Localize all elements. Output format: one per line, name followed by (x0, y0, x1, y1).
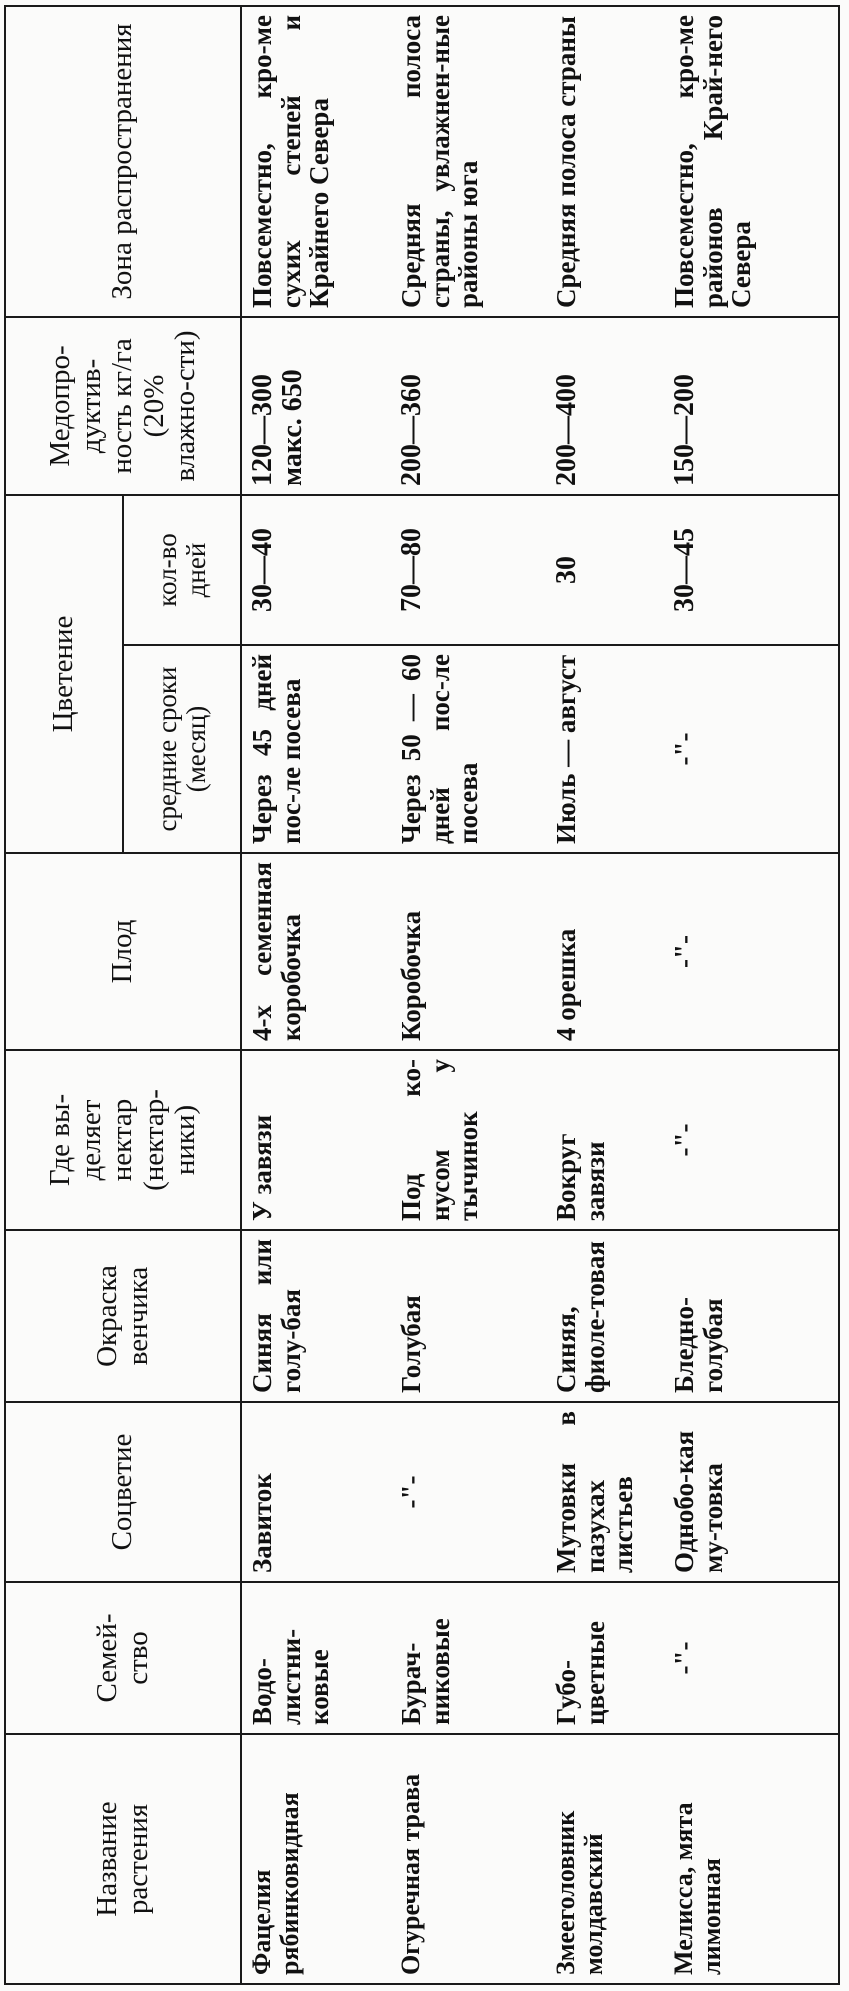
cell-distribution: Повсеместно, кро-ме районов Край-него Севера (664, 6, 839, 317)
cell-family: Бурач-никовые (391, 1582, 546, 1734)
cell-name: Фацелия рябинковидная (241, 1734, 391, 1984)
header-flowering-days: кол-во дней (123, 495, 241, 645)
header-family: Семей-ство (5, 1582, 241, 1734)
table-row (546, 6, 664, 1984)
cell-honey-productivity: 200—400 (546, 317, 664, 495)
cell-corolla-color: Синяя, фиоле-товая (546, 1230, 664, 1402)
header-corolla-color: Окраска венчика (5, 1230, 241, 1402)
header-fruit: Плод (5, 853, 241, 1050)
cell-name: Мелисса, мята лимонная (664, 1734, 839, 1984)
cell-fruit: -"- (664, 853, 839, 1050)
cell-corolla-color: Бледно-голубая (664, 1230, 839, 1402)
cell-fruit: 4-х семенная коробочка (241, 853, 391, 1050)
cell-distribution: Повсеместно, кро-ме сухих степей и Крайнего Севера (241, 6, 391, 317)
cell-corolla-color: Голубая (391, 1230, 546, 1402)
cell-flowering-days: 30—40 (241, 495, 391, 645)
cell-family: Губо-цветные (546, 1582, 664, 1734)
header-name: Название растения (5, 1734, 241, 1984)
cell-inflorescence: -"- (391, 1402, 546, 1582)
header-inflorescence: Соцветие (5, 1402, 241, 1582)
cell-flowering-days: 70—80 (391, 495, 546, 645)
cell-flowering-terms: Через 45 дней пос-ле посева (241, 645, 391, 853)
cell-distribution: Средняя полоса страны, увлажнен-ные районы юга (391, 6, 546, 317)
cell-inflorescence: Однобо-кая му-товка (664, 1402, 839, 1582)
cell-family: -"- (664, 1582, 839, 1734)
cell-fruit: Коробочка (391, 853, 546, 1050)
header-nectar-location: Где вы-деляет нектар (нектар-ники) (5, 1050, 241, 1230)
cell-nectar-location: Вокруг завязи (546, 1050, 664, 1230)
table-row (391, 6, 546, 1984)
cell-flowering-days: 30 (546, 495, 664, 645)
cell-name: Змееголовник молдавский (546, 1734, 664, 1984)
cell-inflorescence: Завиток (241, 1402, 391, 1582)
cell-honey-productivity: 120—300 макс. 650 (241, 317, 391, 495)
table-row (241, 6, 391, 1984)
cell-nectar-location: Под ко-нусом у тычинок (391, 1050, 546, 1230)
cell-honey-productivity: 200—360 (391, 317, 546, 495)
table-row (664, 6, 839, 1984)
cell-distribution: Средняя полоса страны (546, 6, 664, 317)
cell-family: Водо-листни-ковые (241, 1582, 391, 1734)
cell-flowering-terms: Июль — август (546, 645, 664, 853)
header-honey-productivity: Медопро-дуктив-ность кг/га (20% влажно-сти) (5, 317, 241, 495)
honey-plants-table (4, 5, 840, 1985)
header-distribution: Зона распространения (5, 6, 241, 317)
cell-honey-productivity: 150—200 (664, 317, 839, 495)
cell-corolla-color: Синяя или голу-бая (241, 1230, 391, 1402)
cell-name: Огуречная трава (391, 1734, 546, 1984)
header-flowering: Цветение (5, 495, 123, 853)
cell-flowering-terms: -"- (664, 645, 839, 853)
header-flowering-terms: средние сроки (месяц) (123, 645, 241, 853)
cell-flowering-days: 30—45 (664, 495, 839, 645)
cell-flowering-terms: Через 50 — 60 дней пос-ле посева (391, 645, 546, 853)
cell-fruit: 4 орешка (546, 853, 664, 1050)
cell-nectar-location: У завязи (241, 1050, 391, 1230)
cell-inflorescence: Мутовки в пазухах листьев (546, 1402, 664, 1582)
cell-nectar-location: -"- (664, 1050, 839, 1230)
